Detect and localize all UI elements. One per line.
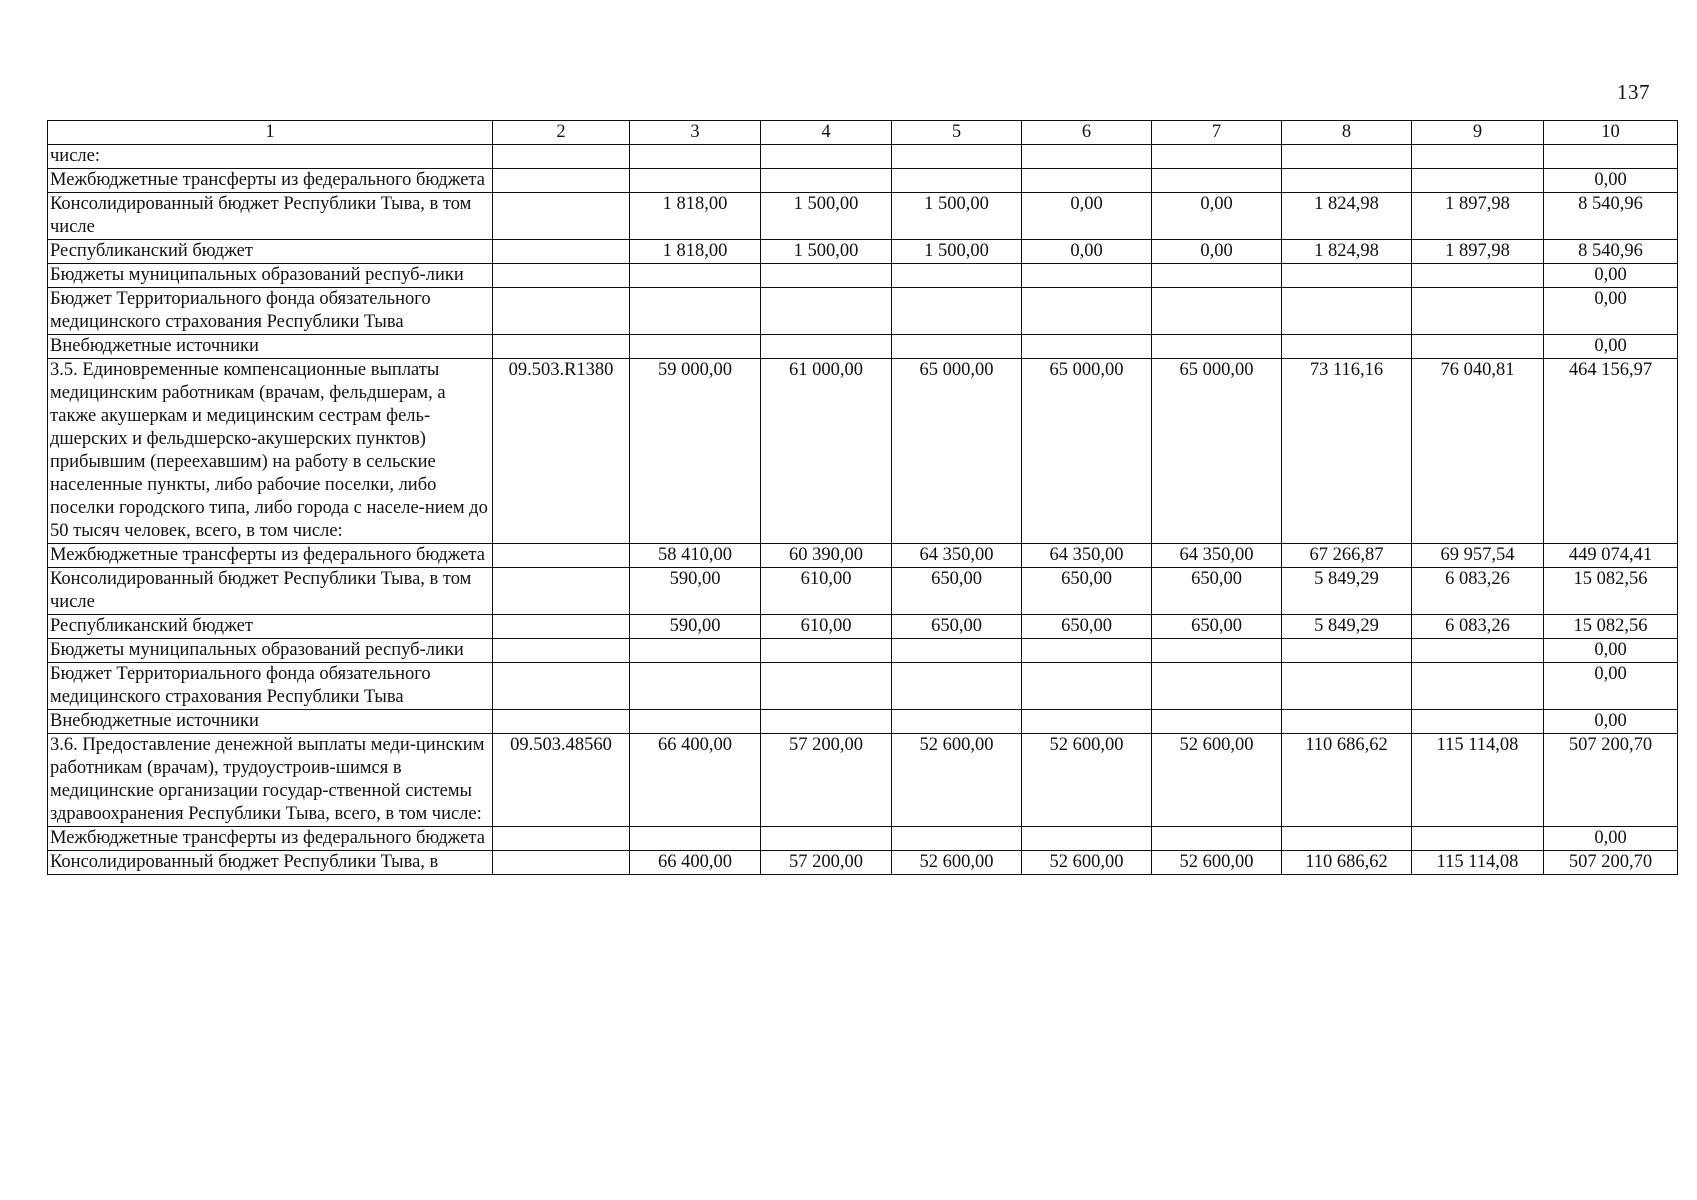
- table-row: [48, 544, 1678, 568]
- row-label: Бюджет Территориального фонда обязательного медицинского страхования Республики Тыва: [48, 663, 493, 710]
- budget-code: [493, 240, 630, 264]
- budget-code: [493, 851, 630, 875]
- amount-cell: [1022, 264, 1152, 288]
- amount-cell: 0,00: [1544, 169, 1678, 193]
- amount-cell: 0,00: [1544, 663, 1678, 710]
- amount-cell: 507 200,70: [1544, 734, 1678, 827]
- amount-cell: 1 897,98: [1412, 193, 1544, 240]
- budget-code: [493, 827, 630, 851]
- amount-cell: [892, 335, 1022, 359]
- amount-cell: 66 400,00: [630, 851, 761, 875]
- amount-cell: [761, 169, 892, 193]
- row-label: Бюджет Территориального фонда обязательного медицинского страхования Республики Тыва: [48, 288, 493, 335]
- amount-cell: [1152, 145, 1282, 169]
- budget-table: [47, 120, 1678, 875]
- table-row: [48, 663, 1678, 710]
- amount-cell: 1 500,00: [892, 240, 1022, 264]
- amount-cell: 52 600,00: [1022, 851, 1152, 875]
- amount-cell: [1412, 169, 1544, 193]
- amount-cell: 110 686,62: [1282, 851, 1412, 875]
- budget-code: 09.503.48560: [493, 734, 630, 827]
- amount-cell: [630, 639, 761, 663]
- amount-cell: [761, 710, 892, 734]
- row-label: Внебюджетные источники: [48, 710, 493, 734]
- amount-cell: 650,00: [1022, 615, 1152, 639]
- table-row: [48, 639, 1678, 663]
- table-row: [48, 568, 1678, 615]
- amount-cell: [1152, 264, 1282, 288]
- amount-cell: [1152, 639, 1282, 663]
- amount-cell: 15 082,56: [1544, 615, 1678, 639]
- amount-cell: [892, 145, 1022, 169]
- amount-cell: [761, 827, 892, 851]
- amount-cell: [1412, 335, 1544, 359]
- amount-cell: [1152, 663, 1282, 710]
- column-header: 6: [1022, 121, 1152, 145]
- amount-cell: [761, 264, 892, 288]
- amount-cell: 0,00: [1544, 827, 1678, 851]
- amount-cell: [892, 288, 1022, 335]
- amount-cell: 1 818,00: [630, 240, 761, 264]
- amount-cell: 650,00: [1152, 568, 1282, 615]
- amount-cell: [630, 335, 761, 359]
- amount-cell: 650,00: [892, 568, 1022, 615]
- row-label: Внебюджетные источники: [48, 335, 493, 359]
- row-label: Межбюджетные трансферты из федерального бюджета: [48, 544, 493, 568]
- table-row: [48, 827, 1678, 851]
- amount-cell: 1 500,00: [761, 240, 892, 264]
- amount-cell: 1 824,98: [1282, 193, 1412, 240]
- amount-cell: [630, 288, 761, 335]
- amount-cell: [1544, 145, 1678, 169]
- amount-cell: [1282, 335, 1412, 359]
- row-label: Консолидированный бюджет Республики Тыва, в том числе: [48, 193, 493, 240]
- amount-cell: [1282, 264, 1412, 288]
- amount-cell: 69 957,54: [1412, 544, 1544, 568]
- amount-cell: [1022, 639, 1152, 663]
- amount-cell: [630, 827, 761, 851]
- amount-cell: 0,00: [1544, 288, 1678, 335]
- table-row: [48, 169, 1678, 193]
- amount-cell: 0,00: [1544, 264, 1678, 288]
- amount-cell: [1282, 288, 1412, 335]
- row-label: Бюджеты муниципальных образований респуб-лики: [48, 264, 493, 288]
- amount-cell: 464 156,97: [1544, 359, 1678, 544]
- amount-cell: 0,00: [1152, 193, 1282, 240]
- amount-cell: 0,00: [1022, 193, 1152, 240]
- amount-cell: 5 849,29: [1282, 615, 1412, 639]
- amount-cell: [1282, 145, 1412, 169]
- amount-cell: 0,00: [1544, 639, 1678, 663]
- amount-cell: [1412, 827, 1544, 851]
- table-row: [48, 335, 1678, 359]
- amount-cell: [761, 335, 892, 359]
- amount-cell: [1282, 827, 1412, 851]
- budget-code: [493, 335, 630, 359]
- budget-code: [493, 568, 630, 615]
- amount-cell: [1412, 639, 1544, 663]
- table-row: [48, 615, 1678, 639]
- amount-cell: 66 400,00: [630, 734, 761, 827]
- budget-code: 09.503.R1380: [493, 359, 630, 544]
- amount-cell: [1412, 145, 1544, 169]
- amount-cell: 65 000,00: [892, 359, 1022, 544]
- row-label: числе:: [48, 145, 493, 169]
- budget-code: [493, 288, 630, 335]
- amount-cell: 590,00: [630, 568, 761, 615]
- amount-cell: 110 686,62: [1282, 734, 1412, 827]
- page-number: 137: [1617, 80, 1650, 104]
- column-header: 10: [1544, 121, 1678, 145]
- table-row: [48, 734, 1678, 827]
- row-label: Межбюджетные трансферты из федерального бюджета: [48, 169, 493, 193]
- amount-cell: 6 083,26: [1412, 615, 1544, 639]
- row-label: Консолидированный бюджет Республики Тыва, в: [48, 851, 493, 875]
- column-header: 1: [48, 121, 493, 145]
- amount-cell: [1412, 663, 1544, 710]
- budget-code: [493, 663, 630, 710]
- amount-cell: 52 600,00: [1152, 734, 1282, 827]
- budget-code: [493, 193, 630, 240]
- row-label: Республиканский бюджет: [48, 615, 493, 639]
- column-header: 7: [1152, 121, 1282, 145]
- budget-code: [493, 639, 630, 663]
- table-row: [48, 851, 1678, 875]
- amount-cell: 58 410,00: [630, 544, 761, 568]
- budget-code: [493, 145, 630, 169]
- amount-cell: [1022, 827, 1152, 851]
- amount-cell: 60 390,00: [761, 544, 892, 568]
- column-header: 3: [630, 121, 761, 145]
- header-row: [48, 121, 1678, 145]
- amount-cell: [1412, 710, 1544, 734]
- amount-cell: 73 116,16: [1282, 359, 1412, 544]
- amount-cell: [630, 264, 761, 288]
- amount-cell: 0,00: [1022, 240, 1152, 264]
- row-label: Бюджеты муниципальных образований респуб-лики: [48, 639, 493, 663]
- amount-cell: [1282, 710, 1412, 734]
- amount-cell: 64 350,00: [1152, 544, 1282, 568]
- row-label: Республиканский бюджет: [48, 240, 493, 264]
- amount-cell: 507 200,70: [1544, 851, 1678, 875]
- amount-cell: 59 000,00: [630, 359, 761, 544]
- amount-cell: [1022, 710, 1152, 734]
- amount-cell: [892, 663, 1022, 710]
- amount-cell: 0,00: [1544, 710, 1678, 734]
- column-header: 9: [1412, 121, 1544, 145]
- amount-cell: [1282, 663, 1412, 710]
- amount-cell: [630, 145, 761, 169]
- amount-cell: 6 083,26: [1412, 568, 1544, 615]
- column-header: 8: [1282, 121, 1412, 145]
- amount-cell: [1152, 335, 1282, 359]
- amount-cell: 650,00: [1152, 615, 1282, 639]
- amount-cell: [761, 145, 892, 169]
- amount-cell: 65 000,00: [1152, 359, 1282, 544]
- table-row: [48, 193, 1678, 240]
- amount-cell: 52 600,00: [1022, 734, 1152, 827]
- row-label: 3.6. Предоставление денежной выплаты меди-цинским работникам (врачам), трудоустроив-шимся в медицинские организации государ-ственной системы здравоохранения Республики Тыва, всего, в том числе:: [48, 734, 493, 827]
- amount-cell: [630, 710, 761, 734]
- amount-cell: 52 600,00: [892, 734, 1022, 827]
- table-row: [48, 264, 1678, 288]
- amount-cell: [761, 639, 892, 663]
- amount-cell: 64 350,00: [1022, 544, 1152, 568]
- amount-cell: [892, 264, 1022, 288]
- amount-cell: 115 114,08: [1412, 851, 1544, 875]
- amount-cell: 76 040,81: [1412, 359, 1544, 544]
- table-row: [48, 288, 1678, 335]
- amount-cell: [892, 710, 1022, 734]
- amount-cell: 57 200,00: [761, 851, 892, 875]
- amount-cell: [1022, 145, 1152, 169]
- budget-code: [493, 264, 630, 288]
- amount-cell: [1022, 663, 1152, 710]
- amount-cell: [1412, 288, 1544, 335]
- amount-cell: 1 897,98: [1412, 240, 1544, 264]
- amount-cell: 61 000,00: [761, 359, 892, 544]
- column-header: 2: [493, 121, 630, 145]
- amount-cell: [630, 169, 761, 193]
- amount-cell: [1152, 288, 1282, 335]
- budget-code: [493, 169, 630, 193]
- column-header: 5: [892, 121, 1022, 145]
- amount-cell: 650,00: [1022, 568, 1152, 615]
- amount-cell: 67 266,87: [1282, 544, 1412, 568]
- amount-cell: [1022, 169, 1152, 193]
- amount-cell: 57 200,00: [761, 734, 892, 827]
- amount-cell: 1 824,98: [1282, 240, 1412, 264]
- amount-cell: 610,00: [761, 615, 892, 639]
- table-row: [48, 240, 1678, 264]
- amount-cell: 0,00: [1544, 335, 1678, 359]
- amount-cell: [1152, 827, 1282, 851]
- amount-cell: 5 849,29: [1282, 568, 1412, 615]
- amount-cell: [892, 827, 1022, 851]
- amount-cell: 64 350,00: [892, 544, 1022, 568]
- amount-cell: 449 074,41: [1544, 544, 1678, 568]
- amount-cell: [1152, 710, 1282, 734]
- amount-cell: 115 114,08: [1412, 734, 1544, 827]
- row-label: 3.5. Единовременные компенсационные выплаты медицинским работникам (врачам, фельдшерам, а также акушеркам и медицинским сестрам фель-дшерских и фельдшерско-акушерских пунктов) прибывшим (переехавшим) на работу в сельские населенные пункты, либо рабочие поселки, либо поселки городского типа, либо города с населе-нием до 50 тысяч человек, всего, в том числе:: [48, 359, 493, 544]
- amount-cell: [1022, 288, 1152, 335]
- amount-cell: 1 500,00: [892, 193, 1022, 240]
- amount-cell: 650,00: [892, 615, 1022, 639]
- amount-cell: [1412, 264, 1544, 288]
- table-row: [48, 145, 1678, 169]
- amount-cell: [1022, 335, 1152, 359]
- amount-cell: 610,00: [761, 568, 892, 615]
- amount-cell: 52 600,00: [892, 851, 1022, 875]
- table-row: [48, 359, 1678, 544]
- amount-cell: 1 818,00: [630, 193, 761, 240]
- amount-cell: [630, 663, 761, 710]
- amount-cell: [761, 288, 892, 335]
- row-label: Консолидированный бюджет Республики Тыва, в том числе: [48, 568, 493, 615]
- budget-code: [493, 544, 630, 568]
- amount-cell: [892, 639, 1022, 663]
- amount-cell: 8 540,96: [1544, 240, 1678, 264]
- amount-cell: [1152, 169, 1282, 193]
- amount-cell: 1 500,00: [761, 193, 892, 240]
- amount-cell: [761, 663, 892, 710]
- amount-cell: [1282, 169, 1412, 193]
- amount-cell: [892, 169, 1022, 193]
- table-row: [48, 710, 1678, 734]
- amount-cell: [1282, 639, 1412, 663]
- budget-code: [493, 710, 630, 734]
- amount-cell: 65 000,00: [1022, 359, 1152, 544]
- amount-cell: 590,00: [630, 615, 761, 639]
- row-label: Межбюджетные трансферты из федерального бюджета: [48, 827, 493, 851]
- amount-cell: 15 082,56: [1544, 568, 1678, 615]
- amount-cell: 52 600,00: [1152, 851, 1282, 875]
- amount-cell: 0,00: [1152, 240, 1282, 264]
- column-header: 4: [761, 121, 892, 145]
- budget-code: [493, 615, 630, 639]
- amount-cell: 8 540,96: [1544, 193, 1678, 240]
